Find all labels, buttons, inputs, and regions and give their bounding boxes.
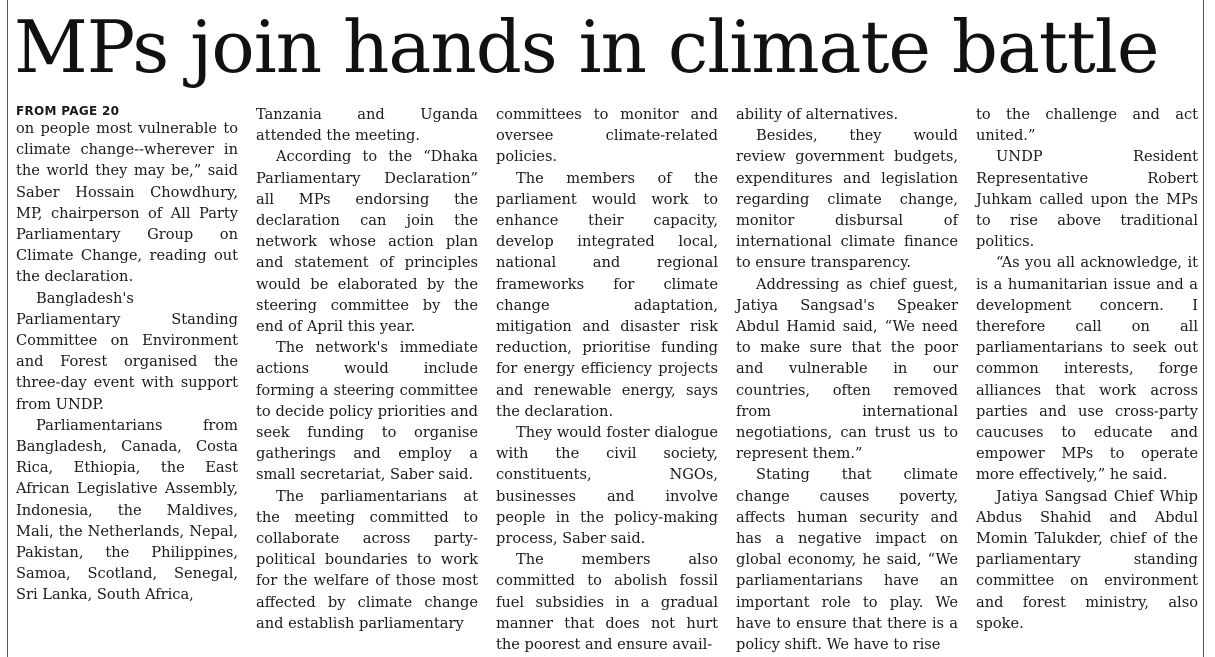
paragraph: They would foster dialogue with the civil society, constituents, NGOs, businesses and involve people in the policy-making process, Saber said.: [496, 424, 718, 548]
continuation-kicker: FROM PAGE 20: [16, 104, 120, 118]
paragraph: The members also committed to abolish fossil fuel subsidies in a gradual manner that does not hurt the poorest and ensure avail-: [496, 551, 718, 654]
paragraph: Addressing as chief guest, Jatiya Sangsad's Speaker Abdul Hamid said, “We need to make sure that the poor and vulnerable in our countries, often removed from international negotiations, can trust us to represent them.”: [736, 275, 958, 463]
article-column-1: [16, 104, 238, 606]
paragraph: Parliamentarians from Bangladesh, Canada, Costa Rica, Ethiopia, the East African Legislative Assembly, Indonesia, the Maldives, Mali, the Netherlands, Nepal, Pakistan, the Philippines, Samoa, Scotland, Senegal, Sri Lanka, South Africa,: [16, 416, 238, 604]
paragraph: Besides, they would review government budgets, expenditures and legislation regarding climate change, monitor disbursal of international climate finance to ensure transparency.: [736, 127, 958, 272]
article-column-3: [496, 104, 718, 655]
headline: MPs join hands in climate battle: [14, 5, 1159, 89]
left-column-rule: [7, 0, 8, 657]
paragraph: to the challenge and act united.”: [976, 106, 1198, 145]
paragraph: “As you all acknowledge, it is a humanitarian issue and a development concern. I therefore call on all parliamentarians to seek out common interests, forge alliances that work across parties and use cross-party caucuses to educate and empower MPs to operate more effectively,” he said.: [976, 254, 1198, 484]
paragraph: on people most vulnerable to climate change--wherever in the world they may be,” said Saber Hossain Chowdhury, MP, chairperson of All Party Parliamentary Group on Climate Change, reading out the declaration.: [16, 120, 238, 286]
article-column-2: [256, 104, 478, 634]
paragraph: The members of the parliament would work to enhance their capacity, develop integrated local, national and regional frameworks for climate change adaptation, mitigation and disaster risk reduction, prioritise funding for energy efficiency projects and renewable energy, says the declaration.: [496, 169, 718, 420]
paragraph: committees to monitor and oversee climate-related policies.: [496, 106, 718, 166]
paragraph: UNDP Resident Representative Robert Juhkam called upon the MPs to rise above traditional politics.: [976, 148, 1198, 251]
paragraph: The network's immediate actions would include forming a steering committee to decide policy priorities and seek funding to organise gatherings and employ a small secretariat, Saber said.: [256, 339, 478, 484]
paragraph: Bangladesh's Parliamentary Standing Committee on Environment and Forest organised the three-day event with support from UNDP.: [16, 289, 238, 413]
right-column-rule: [1203, 0, 1204, 657]
article-column-5: [976, 104, 1198, 634]
paragraph: According to the “Dhaka Parliamentary Declaration” all MPs endorsing the declaration can join the network whose action plan and statement of principles would be elaborated by the steering committee by the end of April this year.: [256, 148, 478, 336]
paragraph: Stating that climate change causes poverty, affects human security and has a negative impact on global economy, he said, “We parliamentarians have an important role to play. We have to ensure that there is a policy shift. We have to rise: [736, 466, 958, 654]
paragraph: Tanzania and Uganda attended the meeting.: [256, 106, 478, 145]
paragraph: The parliamentarians at the meeting committed to collaborate across party-political boundaries to work for the welfare of those most affected by climate change and establish parliamentary: [256, 487, 478, 632]
paragraph: ability of alternatives.: [736, 106, 899, 123]
article-column-4: [736, 104, 958, 655]
paragraph: Jatiya Sangsad Chief Whip Abdus Shahid and Abdul Momin Talukder, chief of the parliamentary standing committee on environment and forest ministry, also spoke.: [976, 487, 1198, 632]
